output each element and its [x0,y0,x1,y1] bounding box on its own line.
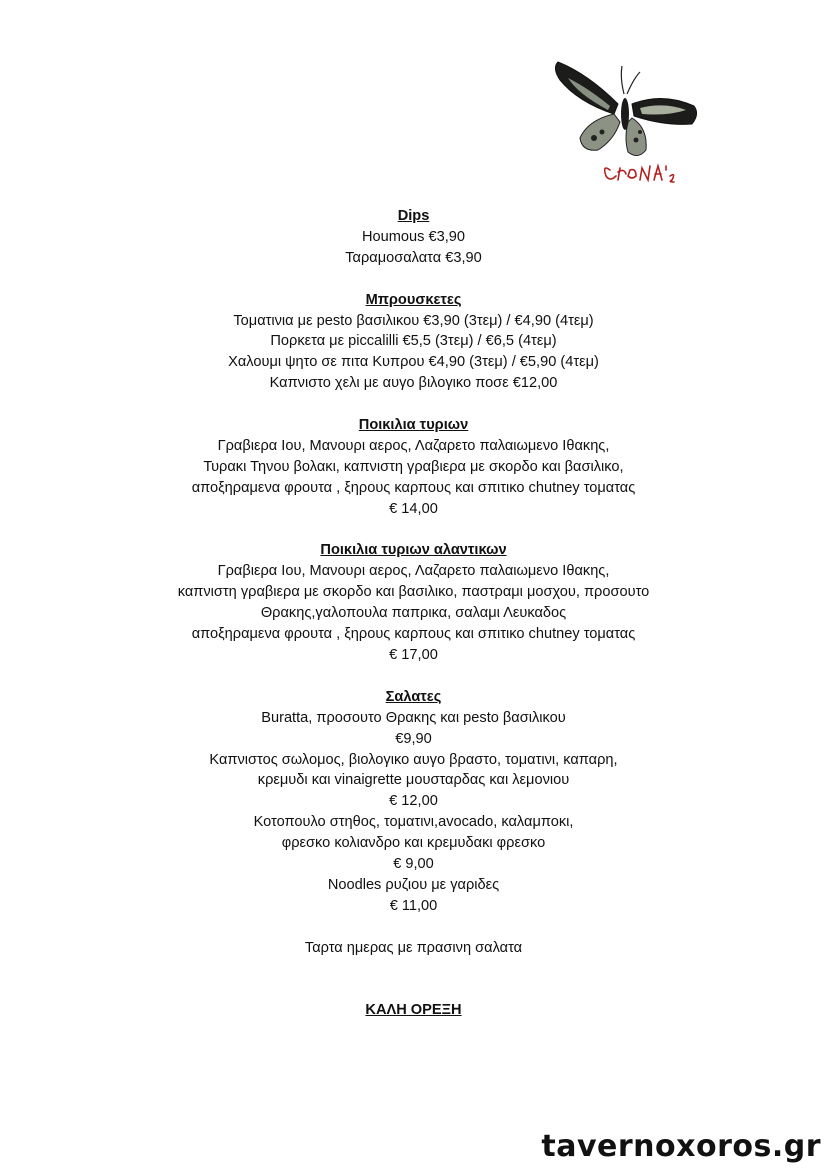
menu-item: Χαλουμι ψητο σε πιτα Κυπρου €4,90 (3τεμ) / €5,90 (4τεμ) [228,354,599,371]
menu-line: φρεσκο κολιανδρο και κρεμυδακι φρεσκο [281,835,546,852]
menu-item: Τοματινια με pesto βασιλικου €3,90 (3τεμ) / €4,90 (4τεμ) [233,312,594,329]
menu-line: Γραβιερα Ιου, Μανουρι αερος, Λαζαρετο παλαιωμενο Ιθακης, [217,563,610,580]
section-title-cheese: Ποικιλια τυριων [358,417,469,434]
section-title-bruschetta: Μπρουσκετες [365,291,462,308]
menu-item: Houmous €3,90 [361,228,466,245]
tart-of-the-day: Ταρτα ημερας με πρασινη σαλατα [304,939,523,956]
menu-line: Noodles ρυζιου με γαριδες [327,876,500,893]
menu-price: € 17,00 [389,646,438,663]
menu-price: € 14,00 [389,500,438,517]
butterfly-icon [548,52,708,192]
site-watermark: tavernoxoros.gr [541,1129,821,1164]
menu-line: Buratta, προσουτο Θρακης και pesto βασιλικου [261,709,566,726]
menu [0,206,827,1021]
menu-price: € 11,00 [389,897,438,914]
menu-line: αποξηραμενα φρουτα , ξηρους καρπους και σπιτικο chutney τοματας [191,479,636,496]
butterfly-logo [548,52,708,192]
section-title-dips: Dips [397,208,430,224]
section-title-cheese-cold-cuts: Ποικιλια τυριων αλαντικων [320,542,507,559]
menu-price: € 9,00 [393,856,434,873]
menu-line: Τυρακι Τηνου βολακι, καπνιστη γραβιερα με σκορδο και βασιλικο, [203,458,624,475]
menu-item: Πορκετα με piccalilli €5,5 (3τεμ) / €6,5 (4τεμ) [270,333,557,350]
menu-line: Καπνιστος σωλομος, βιολογικο αυγο βραστο, τοματινι, καπαρη, [209,751,618,768]
menu-line: Γραβιερα Ιου, Μανουρι αερος, Λαζαρετο παλαιωμενο Ιθακης, [217,437,610,454]
menu-price: €9,90 [395,730,432,747]
menu-price: € 12,00 [389,793,438,810]
closing-text: ΚΑΛΗ ΟΡΕΞΗ [365,1002,462,1019]
menu-line: κρεμυδι και vinaigrette μουσταρδας και λεμονιου [257,772,570,789]
menu-line: καπνιστη γραβιερα με σκορδο και βασιλικο, παστραμι μοσχου, προσουτο [177,584,650,601]
section-title-salads: Σαλατες [385,688,442,705]
menu-line: Κοτοπουλο στηθος, τοματινι,avocado, καλαμποκι, [253,814,574,831]
menu-line: αποξηραμενα φρουτα , ξηρους καρπους και σπιτικο chutney τοματας [191,626,636,643]
menu-item: Ταραμοσαλατα €3,90 [345,249,482,266]
menu-item: Καπνιστο χελι με αυγο βιλογικο ποσε €12,00 [269,375,558,392]
menu-line: Θρακης,γαλοπουλα παπρικα, σαλαμι Λευκαδος [260,605,567,622]
